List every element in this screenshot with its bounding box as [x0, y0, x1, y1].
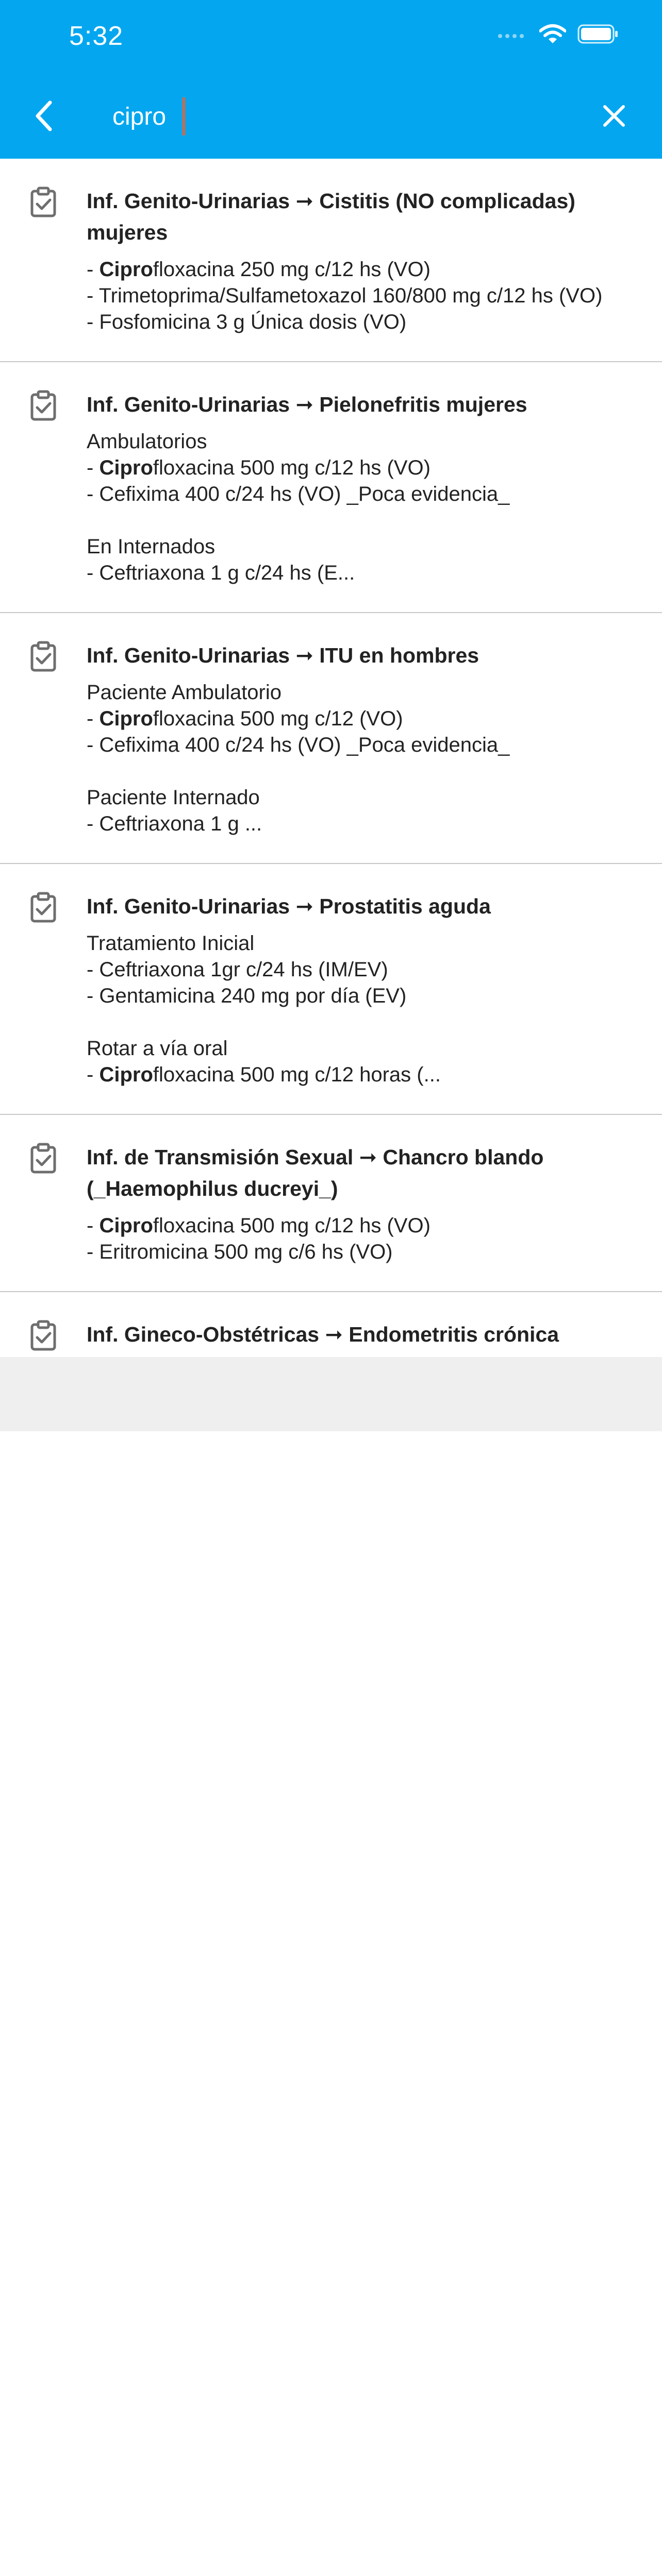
cellular-signal-icon	[497, 29, 528, 39]
battery-icon	[577, 24, 619, 44]
snippet-text: Ambulatorios	[87, 430, 207, 453]
snippet-line	[87, 1239, 631, 1265]
clipboard-check-icon	[28, 641, 59, 672]
snippet-line	[87, 481, 631, 507]
search-match: Cipro	[99, 707, 153, 730]
search-match: Cipro	[99, 258, 153, 281]
snippet-line	[87, 257, 631, 283]
snippet-line	[87, 1213, 631, 1239]
text-caret	[183, 97, 185, 135]
search-match: Cipro	[99, 456, 153, 479]
snippet-text: floxacina 500 mg c/12 (VO)	[153, 707, 403, 730]
result-snippet	[87, 1213, 631, 1265]
snippet-line	[87, 1062, 631, 1088]
result-snippet	[87, 257, 631, 335]
clear-search-button[interactable]	[591, 93, 637, 139]
snippet-text: Tratamiento Inicial	[87, 932, 255, 955]
result-item[interactable]	[0, 1115, 662, 1292]
status-icons	[497, 24, 619, 44]
snippet-text: - Ceftriaxona 1gr c/24 hs (IM/EV)	[87, 958, 388, 981]
search-input[interactable]	[112, 103, 179, 131]
snippet-text: floxacina 500 mg c/12 hs (VO)	[153, 456, 431, 479]
snippet-line	[87, 785, 631, 811]
clipboard-check-icon	[28, 1320, 59, 1351]
snippet-line	[87, 455, 631, 481]
snippet-text: Rotar a vía oral	[87, 1037, 228, 1060]
result-snippet	[87, 930, 631, 1088]
result-snippet	[87, 429, 631, 586]
result-title: Inf. Genito-Urinarias ➞ ITU en hombres	[87, 643, 479, 667]
close-icon	[603, 105, 625, 127]
snippet-text: - Cefixima 400 c/24 hs (VO) _Poca evidencia_	[87, 734, 510, 756]
snippet-text: En Internados	[87, 535, 216, 558]
search-field[interactable]	[112, 96, 576, 137]
snippet-line	[87, 957, 631, 983]
snippet-gap	[87, 507, 631, 534]
result-item[interactable]	[0, 159, 662, 362]
back-button[interactable]	[26, 93, 62, 139]
snippet-text: - Fosfomicina 3 g Única dosis (VO)	[87, 311, 407, 333]
snippet-text: - Ceftriaxona 1 g ...	[87, 812, 262, 835]
snippet-line	[87, 429, 631, 455]
result-title: Inf. Genito-Urinarias ➞ Pielonefritis mujeres	[87, 393, 527, 416]
clipboard-check-icon	[28, 390, 59, 421]
bottom-bar	[0, 1357, 662, 1431]
clipboard-check-icon	[28, 892, 59, 923]
search-match: Cipro	[99, 1063, 153, 1086]
snippet-text: floxacina 500 mg c/12 hs (VO)	[153, 1214, 431, 1237]
snippet-line	[87, 811, 631, 837]
result-title: Inf. de Transmisión Sexual ➞ Chancro blando (_Haemophilus ducreyi_)	[87, 1145, 544, 1200]
snippet-text: -	[87, 707, 100, 730]
snippet-line	[87, 534, 631, 560]
status-time: 5:32	[69, 21, 124, 51]
result-title: Inf. Genito-Urinarias ➞ Prostatitis aguda	[87, 894, 491, 918]
result-item[interactable]	[0, 613, 662, 864]
search-match: Cipro	[99, 1214, 153, 1237]
snippet-line	[87, 309, 631, 335]
snippet-line	[87, 283, 631, 309]
result-item[interactable]	[0, 1292, 662, 1357]
snippet-text: -	[87, 456, 100, 479]
snippet-text: - Trimetoprima/Sulfametoxazol 160/800 mg c/12 hs (VO)	[87, 284, 603, 307]
snippet-text: -	[87, 1063, 100, 1086]
snippet-text: - Ceftriaxona 1 g c/24 hs (E...	[87, 562, 355, 584]
result-title: Inf. Genito-Urinarias ➞ Cistitis (NO complicadas) mujeres	[87, 189, 575, 244]
snippet-line	[87, 732, 631, 758]
snippet-line	[87, 930, 631, 957]
snippet-gap	[87, 1009, 631, 1036]
result-title: Inf. Gineco-Obstétricas ➞ Endometritis crónica	[87, 1323, 559, 1346]
snippet-text: - Gentamicina 240 mg por día (EV)	[87, 985, 407, 1007]
snippet-text: Paciente Internado	[87, 786, 260, 809]
clipboard-check-icon	[28, 187, 59, 217]
snippet-text: Paciente Ambulatorio	[87, 681, 282, 704]
snippet-line	[87, 560, 631, 586]
snippet-line	[87, 1036, 631, 1062]
app-header	[0, 0, 662, 159]
snippet-text: - Eritromicina 500 mg c/6 hs (VO)	[87, 1241, 393, 1263]
result-snippet	[87, 680, 631, 837]
snippet-gap	[87, 758, 631, 785]
result-item[interactable]	[0, 362, 662, 613]
snippet-text: floxacina 500 mg c/12 horas (...	[153, 1063, 441, 1086]
result-item[interactable]	[0, 864, 662, 1115]
wifi-icon	[539, 24, 566, 44]
snippet-text: -	[87, 258, 100, 281]
snippet-line	[87, 706, 631, 732]
snippet-text: - Cefixima 400 c/24 hs (VO) _Poca evidencia_	[87, 483, 510, 505]
chevron-left-icon	[34, 100, 54, 131]
snippet-text: -	[87, 1214, 100, 1237]
results-list	[0, 159, 662, 1357]
snippet-text: floxacina 250 mg c/12 hs (VO)	[153, 258, 431, 281]
clipboard-check-icon	[28, 1143, 59, 1174]
snippet-line	[87, 680, 631, 706]
snippet-line	[87, 983, 631, 1009]
